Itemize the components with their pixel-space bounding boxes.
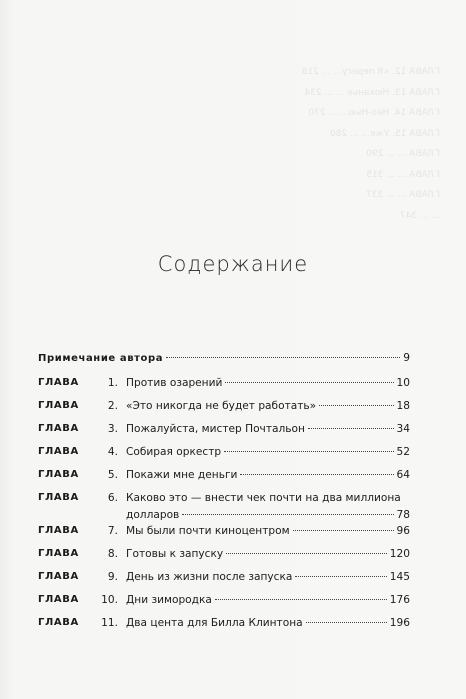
page-title: Содержание	[157, 252, 309, 276]
toc-page-number: 9	[403, 352, 410, 364]
chapter-number: 2.	[107, 400, 118, 412]
chapter-label: ГЛАВА	[38, 548, 79, 559]
toc-page-number: 196	[389, 617, 410, 629]
dot-leader	[293, 530, 394, 531]
toc-entry-chapter-6[interactable]	[38, 492, 410, 526]
dot-leader	[295, 576, 386, 577]
toc-page-number: 34	[396, 423, 410, 435]
dot-leader	[225, 382, 393, 383]
toc-page-number: 64	[396, 469, 410, 481]
chapter-label: ГЛАВА	[38, 492, 79, 503]
toc-page-number: 96	[396, 525, 410, 537]
toc-page-number: 176	[389, 594, 410, 606]
chapter-number: 9.	[107, 571, 118, 583]
toc-page-number: 145	[389, 571, 410, 583]
toc-entry-chapter-1[interactable]	[38, 377, 410, 393]
toc-entry-title: Против озарений	[126, 377, 223, 389]
chapter-number: 7.	[107, 525, 118, 537]
toc-entry-title-line-2: долларов	[126, 509, 180, 521]
toc-entry-chapter-2[interactable]	[38, 400, 410, 416]
toc-entry-chapter-11[interactable]	[38, 617, 410, 633]
chapter-label: ГЛАВА	[38, 594, 79, 605]
chapter-label: ГЛАВА	[38, 617, 79, 628]
toc-entry-chapter-8[interactable]	[38, 548, 410, 564]
bleed-line: ГЛАВА 15. Уже... ... 280	[330, 128, 440, 139]
chapter-label: ГЛАВА	[38, 377, 79, 388]
toc-page-number: 120	[389, 548, 410, 560]
bleed-line: ГЛАВА ... ... 337	[366, 190, 440, 200]
chapter-number: 3.	[107, 423, 118, 435]
toc-page-number: 52	[396, 446, 410, 458]
toc-entry-title: «Это никогда не будет работать»	[126, 400, 317, 412]
dot-leader	[319, 405, 393, 406]
toc-entry-title: Два цента для Билла Клинтона	[126, 617, 303, 629]
toc-entry-title: Мы были почти киноцентром	[126, 525, 290, 537]
toc-entry-chapter-3[interactable]	[38, 423, 410, 439]
bleed-line: ГЛАВА 13. Нюханье ... ... 234	[304, 87, 440, 98]
dot-leader	[308, 428, 394, 429]
chapter-number: 6.	[107, 492, 118, 504]
toc-page-number: 78	[396, 509, 410, 521]
toc-entry-chapter-7[interactable]	[38, 525, 410, 541]
bleed-through-text	[270, 62, 440, 226]
bleed-line: ГЛАВА 12. «Я перегу... ... 218	[301, 67, 440, 77]
dot-leader	[215, 599, 387, 600]
chapter-number: 5.	[107, 469, 118, 481]
bleed-line: ГЛАВА ... ... 290	[366, 149, 440, 159]
toc-entry-title: Покажи мне деньги	[126, 469, 238, 481]
toc-entry-title: Дни зимородка	[126, 594, 212, 606]
chapter-number: 10.	[101, 594, 118, 606]
toc-entry-title: Собирая оркестр	[126, 446, 222, 458]
toc-entry-title-line-1: Каково это — внести чек почти на два миллиона	[126, 492, 401, 504]
toc-entry-chapter-9[interactable]	[38, 571, 410, 587]
toc-entry-author-note[interactable]	[38, 352, 410, 368]
bleed-line: ГЛАВА 14. Нео-Нью... ... 270	[308, 108, 440, 118]
toc-entry-chapter-4[interactable]	[38, 446, 410, 462]
chapter-number: 8.	[107, 548, 118, 560]
toc-entry-title: Готовы к запуску	[126, 548, 224, 560]
dot-leader	[224, 451, 393, 452]
toc-entry-title: День из жизни после запуска	[126, 571, 293, 583]
chapter-number: 1.	[107, 377, 118, 389]
dot-leader	[240, 474, 393, 475]
dot-leader	[306, 622, 387, 623]
chapter-label: ГЛАВА	[38, 423, 79, 434]
chapter-number: 11.	[101, 617, 118, 629]
chapter-label: ГЛАВА	[38, 525, 79, 536]
toc-entry-title: Пожалуйста, мистер Почтальон	[126, 423, 305, 435]
chapter-label: ГЛАВА	[38, 469, 79, 480]
chapter-label: ГЛАВА	[38, 571, 79, 582]
toc-entry-title: Примечание автора	[38, 353, 164, 364]
toc-entry-chapter-10[interactable]	[38, 594, 410, 610]
dot-leader	[182, 514, 393, 515]
chapter-label: ГЛАВА	[38, 446, 79, 457]
dot-leader	[166, 357, 400, 358]
toc-page-number: 10	[396, 377, 410, 389]
bleed-line: ... ... 347	[399, 210, 440, 221]
toc-page-number: 18	[396, 400, 410, 412]
bleed-line: ГЛАВА ... ... 315	[366, 169, 440, 180]
chapter-number: 4.	[107, 446, 118, 458]
chapter-label: ГЛАВА	[38, 400, 79, 411]
toc-entry-chapter-5[interactable]	[38, 469, 410, 485]
dot-leader	[226, 553, 387, 554]
